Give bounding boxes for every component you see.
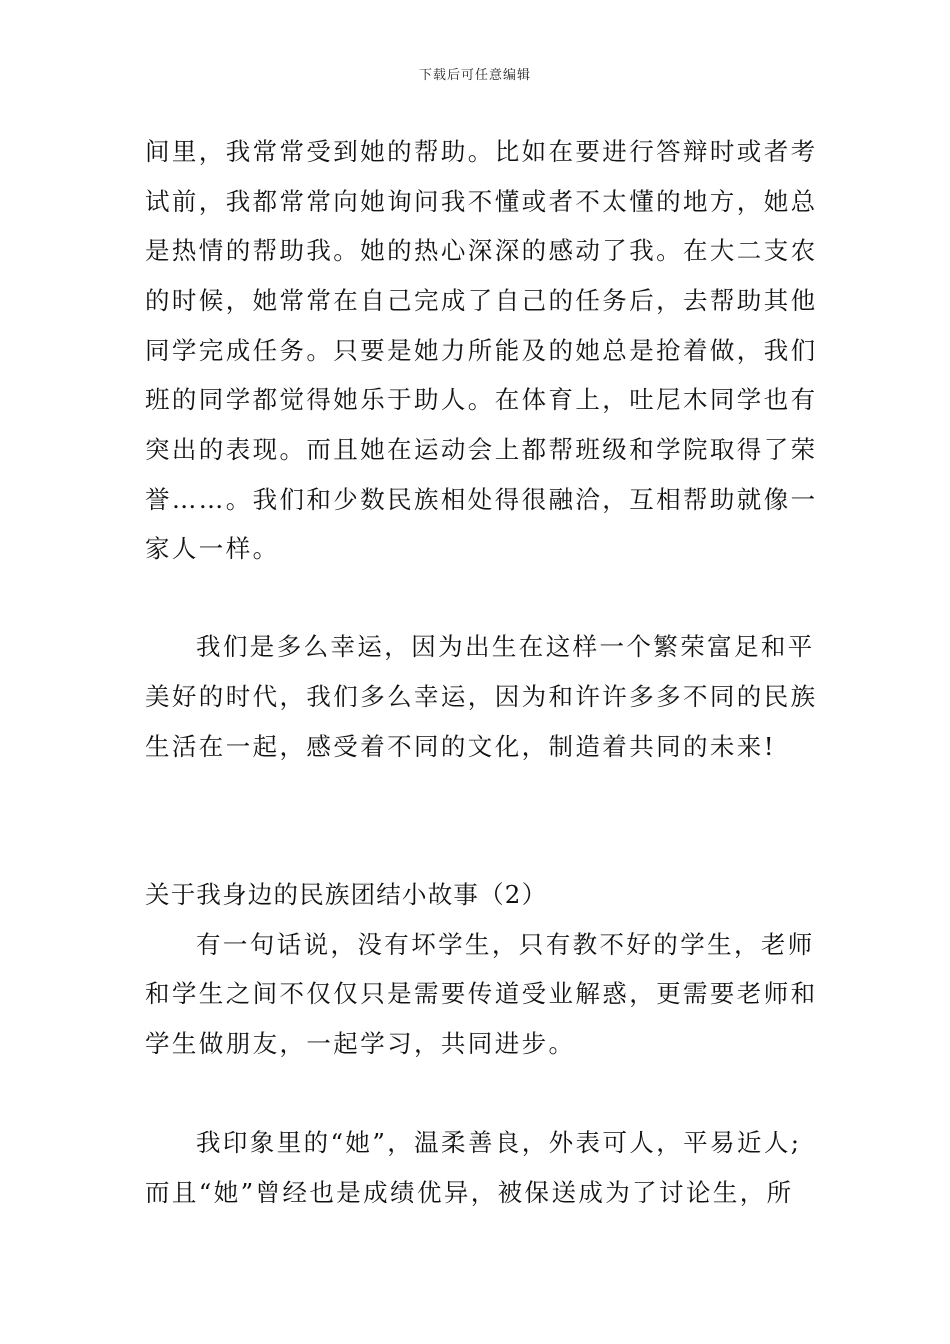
- paragraph-line: 同学完成任务。只要是她力所能及的她总是抢着做，我们: [145, 336, 818, 365]
- section-title: 关于我身边的民族团结小故事（2）: [145, 880, 548, 909]
- paragraph-line: 班的同学都觉得她乐于助人。在体育上，吐尼木同学也有: [145, 385, 818, 414]
- paragraph-line: 和学生之间不仅仅只是需要传道受业解惑，更需要老师和: [145, 979, 818, 1008]
- paragraph-line: 有一句话说，没有坏学生，只有教不好的学生，老师: [196, 930, 815, 959]
- page-header: 下载后可任意编辑: [418, 68, 531, 83]
- paragraph-line: 我们是多么幸运，因为出生在这样一个繁荣富足和平: [196, 632, 815, 661]
- paragraph-line: 突出的表现。而且她在运动会上都帮班级和学院取得了荣: [145, 435, 818, 464]
- paragraph-line: 的时候，她常常在自己完成了自己的任务后，去帮助其他: [145, 286, 818, 315]
- paragraph-line: 而且“她”曾经也是成绩优异，被保送成为了讨论生，所: [145, 1178, 794, 1207]
- paragraph-line: 间里，我常常受到她的帮助。比如在要进行答辩时或者考: [145, 137, 818, 166]
- paragraph-line: 是热情的帮助我。她的热心深深的感动了我。在大二支农: [145, 236, 818, 265]
- paragraph-line: 誉……。我们和少数民族相处得很融洽，互相帮助就像一: [145, 485, 818, 514]
- paragraph-line: 试前，我都常常向她询问我不懂或者不太懂的地方，她总: [145, 187, 818, 216]
- paragraph-line: 学生做朋友，一起学习，共同进步。: [145, 1029, 576, 1058]
- paragraph-line: 生活在一起，感受着不同的文化，制造着共同的未来!: [145, 732, 776, 761]
- paragraph-line: 美好的时代，我们多么幸运，因为和许许多多不同的民族: [145, 682, 818, 711]
- paragraph-line: 我印象里的“她”，温柔善良，外表可人，平易近人;: [196, 1128, 802, 1157]
- paragraph-line: 家人一样。: [145, 534, 280, 563]
